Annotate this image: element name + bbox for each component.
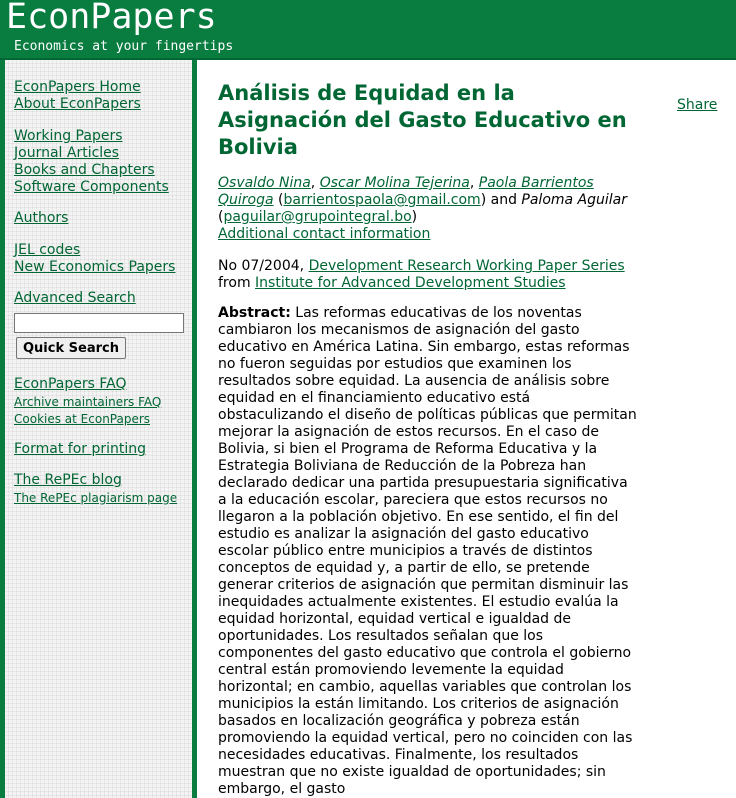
nav-faq[interactable]: EconPapers FAQ [14,376,127,392]
paper-abstract [218,305,638,798]
nav-software-components[interactable]: Software Components [14,179,169,195]
nav-about[interactable]: About EconPapers [14,96,141,112]
nav-working-papers[interactable]: Working Papers [14,128,123,144]
nav-jel-codes[interactable]: JEL codes [14,242,81,258]
abstract-text: Las reformas educativas de los noventas cambiaron los mecanismos de asignación del gasto educativo en América Latina. Sin embargo, estas reformas no fueron seguidas por estudios que examinen los resultados sobre equidad. La ausencia de análisis sobre equidad en el financiamiento educativo está obstaculizando el diseño de políticas públicas que permitan mejorar la asignación de estos recursos. En el caso de Bolivia, si bien el Programa de Reforma Educativa y la Estrategia Boliviana de Reducción de la Pobreza han declarado dedicar una partida presupuestaria significativa a la educación escolar, pareciera que estos recursos no llegaron a la población objetivo. En ese sentido, el fin del estudio es analizar la asignación del gasto educativo escolar público entre municipios a través de distintos conceptos de equidad y, a partir de ello, se pretende generar criterios de asignación que permitan disminuir las inequidades actualmente existentes. El estudio evalúa la equidad horizontal, equidad vertical e igualdad de oportunidades. Los resultados señalan que los componentes del gasto educativo que controla el gobierno central están promoviendo levemente la equidad horizontal; en cambio, aquellas variables que controlan los municipios la están limitando. Los criterios de asignación basados en localización geográfica y pobreza están promoviendo la equidad vertical, pero no coinciden con las necesidades educativas. Finalmente, los resultados muestran que no existe igualdad de oportunidades; sin embargo, el gasto [218,305,637,797]
series-number: No 07/2004, [218,258,309,274]
nav-advanced-search[interactable]: Advanced Search [14,290,136,306]
nav-repec-blog[interactable]: The RePEc blog [14,472,122,488]
sidebar-border [192,60,197,798]
site-tagline: Economics at your fingertips [14,39,234,54]
nav-cookies[interactable]: Cookies at EconPapers [14,412,151,426]
series-link[interactable]: Development Research Working Paper Series [308,258,625,274]
separator: , [310,175,320,191]
nav-journal-articles[interactable]: Journal Articles [14,145,120,161]
separator: ( [218,209,224,225]
contact-info-link[interactable]: Additional contact information [218,226,431,242]
nav-format-printing[interactable]: Format for printing [14,441,147,457]
author-link[interactable]: Paola Barrientos Quiroga [218,175,594,208]
quick-search-button[interactable]: Quick Search [16,337,126,359]
search-input[interactable] [14,313,184,333]
separator: ) and [480,192,522,208]
separator: , [469,175,479,191]
nav-authors[interactable]: Authors [14,210,69,226]
author-name: Paloma Aguilar [521,192,628,208]
author-link[interactable]: Osvaldo Nina [218,175,311,191]
nav-new-papers[interactable]: New Economics Papers [14,259,176,275]
author-email-link[interactable]: paguilar@grupointegral.bo [223,209,412,225]
nav-books-chapters[interactable]: Books and Chapters [14,162,155,178]
site-header [0,0,736,58]
paper-authors [218,175,638,243]
separator: ( [273,192,284,208]
author-email-link[interactable]: barrientospaola@gmail.com [283,192,481,208]
share-link[interactable]: Share [677,97,718,113]
author-link[interactable]: Oscar Molina Tejerina [319,175,470,191]
site-logo[interactable]: EconPapers [6,0,217,37]
separator: ) [411,209,418,225]
paper-title: Análisis de Equidad en la Asignación del Gasto Educativo en Bolivia [218,81,627,159]
nav-home[interactable]: EconPapers Home [14,79,141,95]
sidebar-left-edge [0,60,5,798]
nav-archive-faq[interactable]: Archive maintainers FAQ [14,395,162,409]
nav-plagiarism-page[interactable]: The RePEc plagiarism page [14,491,178,505]
series-from: from [218,275,256,291]
abstract-label: Abstract: [218,305,291,321]
paper-series [218,258,638,292]
institute-link[interactable]: Institute for Advanced Development Studies [255,275,566,291]
